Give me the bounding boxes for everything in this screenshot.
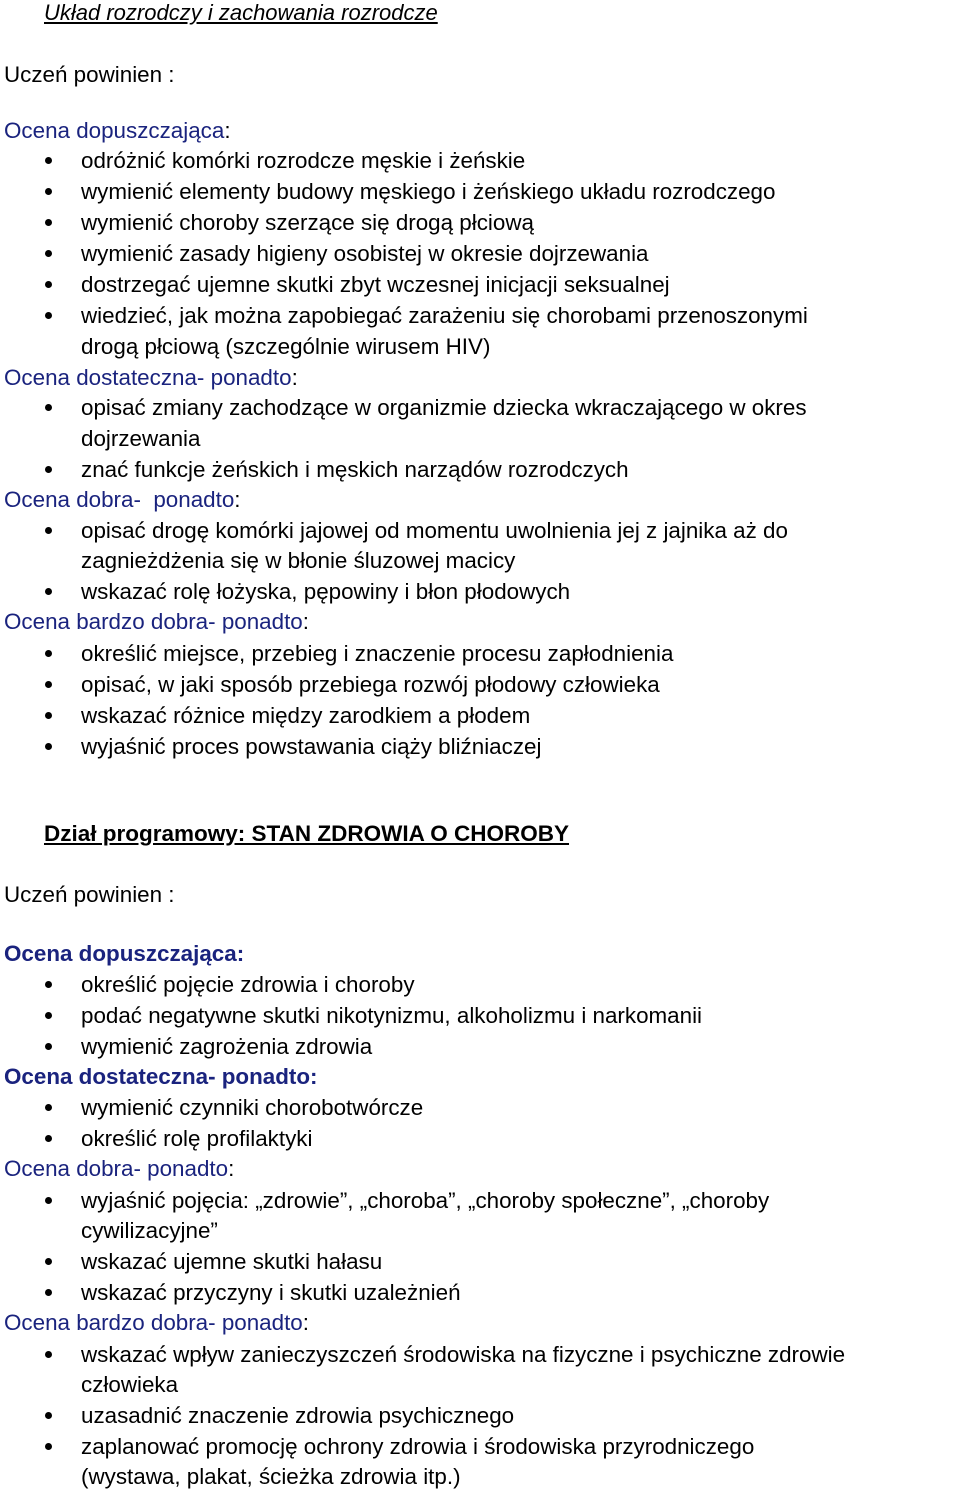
list-item: odróżnić komórki rozrodcze męskie i żeńskie (81, 148, 526, 173)
list-item-continuation: człowieka (81, 1372, 179, 1397)
list-item: wskazać ujemne skutki hałasu (81, 1249, 383, 1274)
list-item: wskazać przyczyny i skutki uzależnień (81, 1280, 461, 1305)
list-item: podać negatywne skutki nikotynizmu, alkoholizmu i narkomanii (81, 1003, 703, 1028)
grade-heading: Ocena dostateczna- ponadto: (4, 365, 298, 390)
list-item: opisać drogę komórki jajowej od momentu uwolnienia jej z jajnika aż do (81, 518, 788, 543)
list-item: opisać, w jaki sposób przebiega rozwój płodowy człowieka (81, 672, 660, 697)
grade-heading: Ocena dostateczna- ponadto: (4, 1064, 318, 1089)
list-item: określić pojęcie zdrowia i choroby (81, 972, 415, 997)
list-item: wymienić zagrożenia zdrowia (81, 1034, 373, 1059)
list-item: wyjaśnić pojęcia: „zdrowie”, „choroba”, „choroby społeczne”, „choroby (81, 1188, 770, 1213)
list-item: uzasadnić znaczenie zdrowia psychicznego (81, 1403, 515, 1428)
intro-text: Uczeń powinien : (4, 882, 175, 907)
grade-heading: Ocena dobra- ponadto: (4, 1156, 235, 1181)
section-title: Układ rozrodczy i zachowania rozrodcze (44, 0, 438, 25)
list-item: opisać zmiany zachodzące w organizmie dziecka wkraczającego w okres (81, 395, 807, 420)
list-item: wymienić elementy budowy męskiego i żeńskiego układu rozrodczego (81, 179, 776, 204)
list-item-continuation: (wystawa, plakat, ścieżka zdrowia itp.) (81, 1464, 461, 1489)
list-item-continuation: cywilizacyjne” (81, 1218, 218, 1243)
grade-heading: Ocena dopuszczająca: (4, 941, 245, 966)
list-item: określić miejsce, przebieg i znaczenie procesu zapłodnienia (81, 641, 674, 666)
intro-text: Uczeń powinien : (4, 62, 175, 87)
list-item: określić rolę profilaktyki (81, 1126, 313, 1151)
grade-heading: Ocena dobra- ponadto: (4, 487, 241, 512)
grade-heading: Ocena dopuszczająca: (4, 118, 231, 143)
list-item: wskazać rolę łożyska, pępowiny i błon płodowych (81, 579, 571, 604)
list-item: dostrzegać ujemne skutki zbyt wczesnej inicjacji seksualnej (81, 272, 670, 297)
list-item: zaplanować promocję ochrony zdrowia i środowiska przyrodniczego (81, 1434, 755, 1459)
list-item: wymienić zasady higieny osobistej w okresie dojrzewania (81, 241, 649, 266)
list-item: wymienić choroby szerzące się drogą płciową (81, 210, 534, 235)
list-item-continuation: drogą płciową (szczególnie wirusem HIV) (81, 334, 491, 359)
list-item-continuation: zagnieżdżenia się w błonie śluzowej macicy (81, 548, 516, 573)
list-item: wskazać różnice między zarodkiem a płodem (81, 703, 531, 728)
section-title: Dział programowy: STAN ZDROWIA O CHOROBY (44, 821, 570, 846)
list-item: wskazać wpływ zanieczyszczeń środowiska na fizyczne i psychiczne zdrowie (81, 1342, 846, 1367)
grade-heading: Ocena bardzo dobra- ponadto: (4, 609, 309, 634)
grade-heading: Ocena bardzo dobra- ponadto: (4, 1310, 309, 1335)
list-item: wiedzieć, jak można zapobiegać zarażeniu się chorobami przenoszonymi (81, 303, 808, 328)
list-item-continuation: dojrzewania (81, 426, 201, 451)
list-item: znać funkcje żeńskich i męskich narządów rozrodczych (81, 457, 629, 482)
list-item: wyjaśnić proces powstawania ciąży bliźniaczej (81, 734, 542, 759)
list-item: wymienić czynniki chorobotwórcze (81, 1095, 424, 1120)
